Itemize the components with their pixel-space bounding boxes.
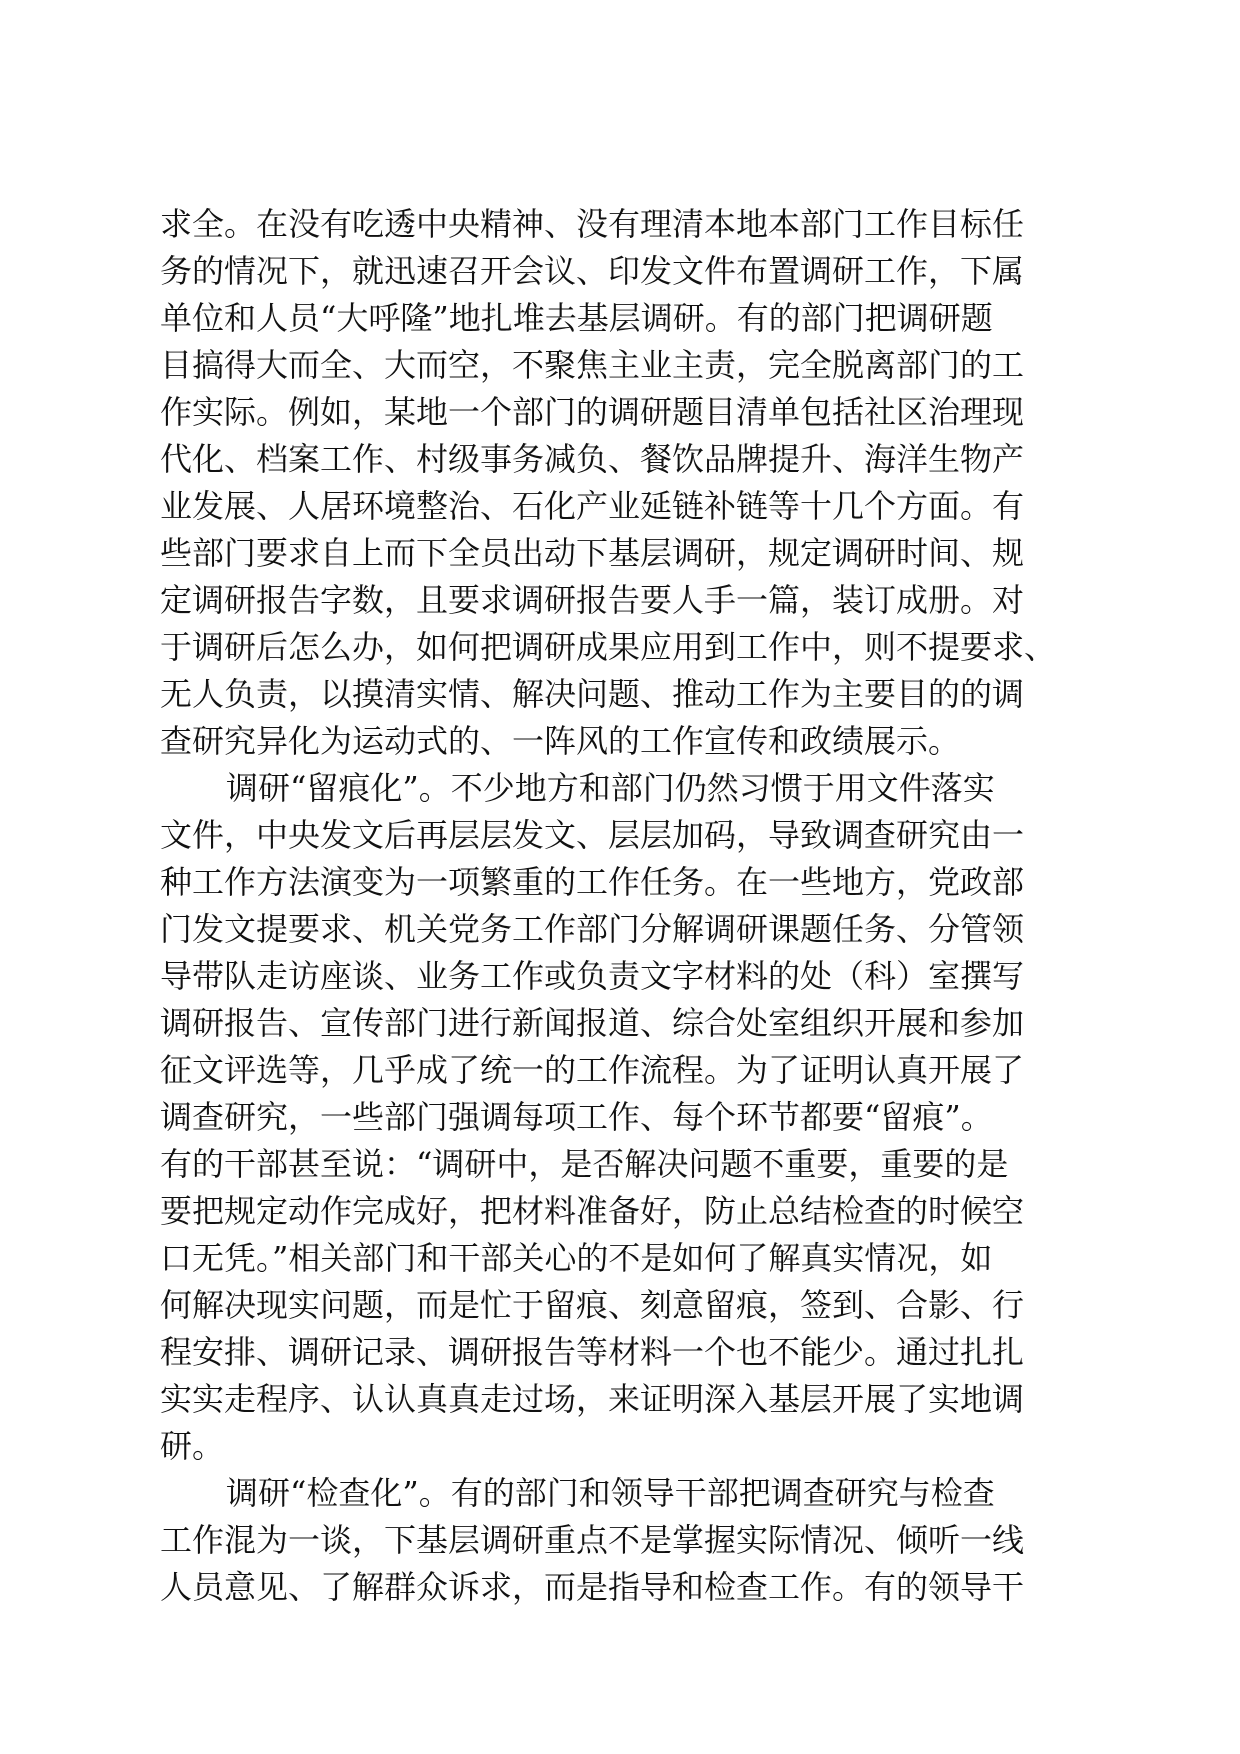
text-line: 征文评选等，几乎成了统一的工作流程。为了证明认真开展了 (160, 1051, 1025, 1089)
text-line: 文件，中央发文后再层层发文、层层加码，导致调查研究由一 (160, 816, 1025, 854)
text-line: 求全。在没有吃透中央精神、没有理清本地本部门工作目标任 (160, 205, 1025, 243)
text-line: 务的情况下，就迅速召开会议、印发文件布置调研工作，下属 (160, 252, 1025, 290)
text-line: 何解决现实问题，而是忙于留痕、刻意留痕，签到、合影、行 (160, 1286, 1025, 1324)
paragraph-start-line: 调研“留痕化”。不少地方和部门仍然习惯于用文件落实 (226, 769, 995, 807)
text-line: 有的干部甚至说：“调研中，是否解决问题不重要，重要的是 (160, 1145, 1009, 1183)
body-text (160, 201, 1090, 1611)
text-line: 种工作方法演变为一项繁重的工作任务。在一些地方，党政部 (160, 863, 1025, 901)
text-line: 调研报告、宣传部门进行新闻报道、综合处室组织开展和参加 (160, 1004, 1025, 1042)
text-line: 单位和人员“大呼隆”地扎堆去基层调研。有的部门把调研题 (160, 299, 993, 337)
text-line: 实实走程序、认认真真走过场，来证明深入基层开展了实地调 (160, 1380, 1025, 1418)
text-line: 程安排、调研记录、调研报告等材料一个也不能少。通过扎扎 (160, 1333, 1025, 1371)
text-line: 代化、档案工作、村级事务减负、餐饮品牌提升、海洋生物产 (160, 440, 1025, 478)
text-line: 无人负责，以摸清实情、解决问题、推动工作为主要目的的调 (160, 675, 1025, 713)
text-line: 要把规定动作完成好，把材料准备好，防止总结检查的时候空 (160, 1192, 1025, 1230)
text-line: 目搞得大而全、大而空，不聚焦主业主责，完全脱离部门的工 (160, 346, 1025, 384)
text-line: 调查研究，一些部门强调每项工作、每个环节都要“留痕”。 (160, 1098, 993, 1136)
text-line: 门发文提要求、机关党务工作部门分解调研课题任务、分管领 (160, 910, 1025, 948)
text-line: 业发展、人居环境整治、石化产业延链补链等十几个方面。有 (160, 487, 1025, 525)
text-line: 定调研报告字数，且要求调研报告要人手一篇，装订成册。对 (160, 581, 1025, 619)
text-line: 人员意见、了解群众诉求，而是指导和检查工作。有的领导干 (160, 1568, 1025, 1606)
text-line: 于调研后怎么办，如何把调研成果应用到工作中，则不提要求、 (160, 628, 1057, 666)
text-line: 导带队走访座谈、业务工作或负责文字材料的处（科）室撰写 (160, 957, 1025, 995)
text-line: 工作混为一谈，下基层调研重点不是掌握实际情况、倾听一线 (160, 1521, 1025, 1559)
text-line: 口无凭。”相关部门和干部关心的不是如何了解真实情况，如 (160, 1239, 993, 1277)
text-line: 查研究异化为运动式的、一阵风的工作宣传和政绩展示。 (160, 722, 961, 760)
text-line: 些部门要求自上而下全员出动下基层调研，规定调研时间、规 (160, 534, 1025, 572)
paragraph-start-line: 调研“检查化”。有的部门和领导干部把调查研究与检查 (226, 1474, 995, 1512)
text-line: 研。 (160, 1427, 225, 1465)
text-line: 作实际。例如，某地一个部门的调研题目清单包括社区治理现 (160, 393, 1025, 431)
